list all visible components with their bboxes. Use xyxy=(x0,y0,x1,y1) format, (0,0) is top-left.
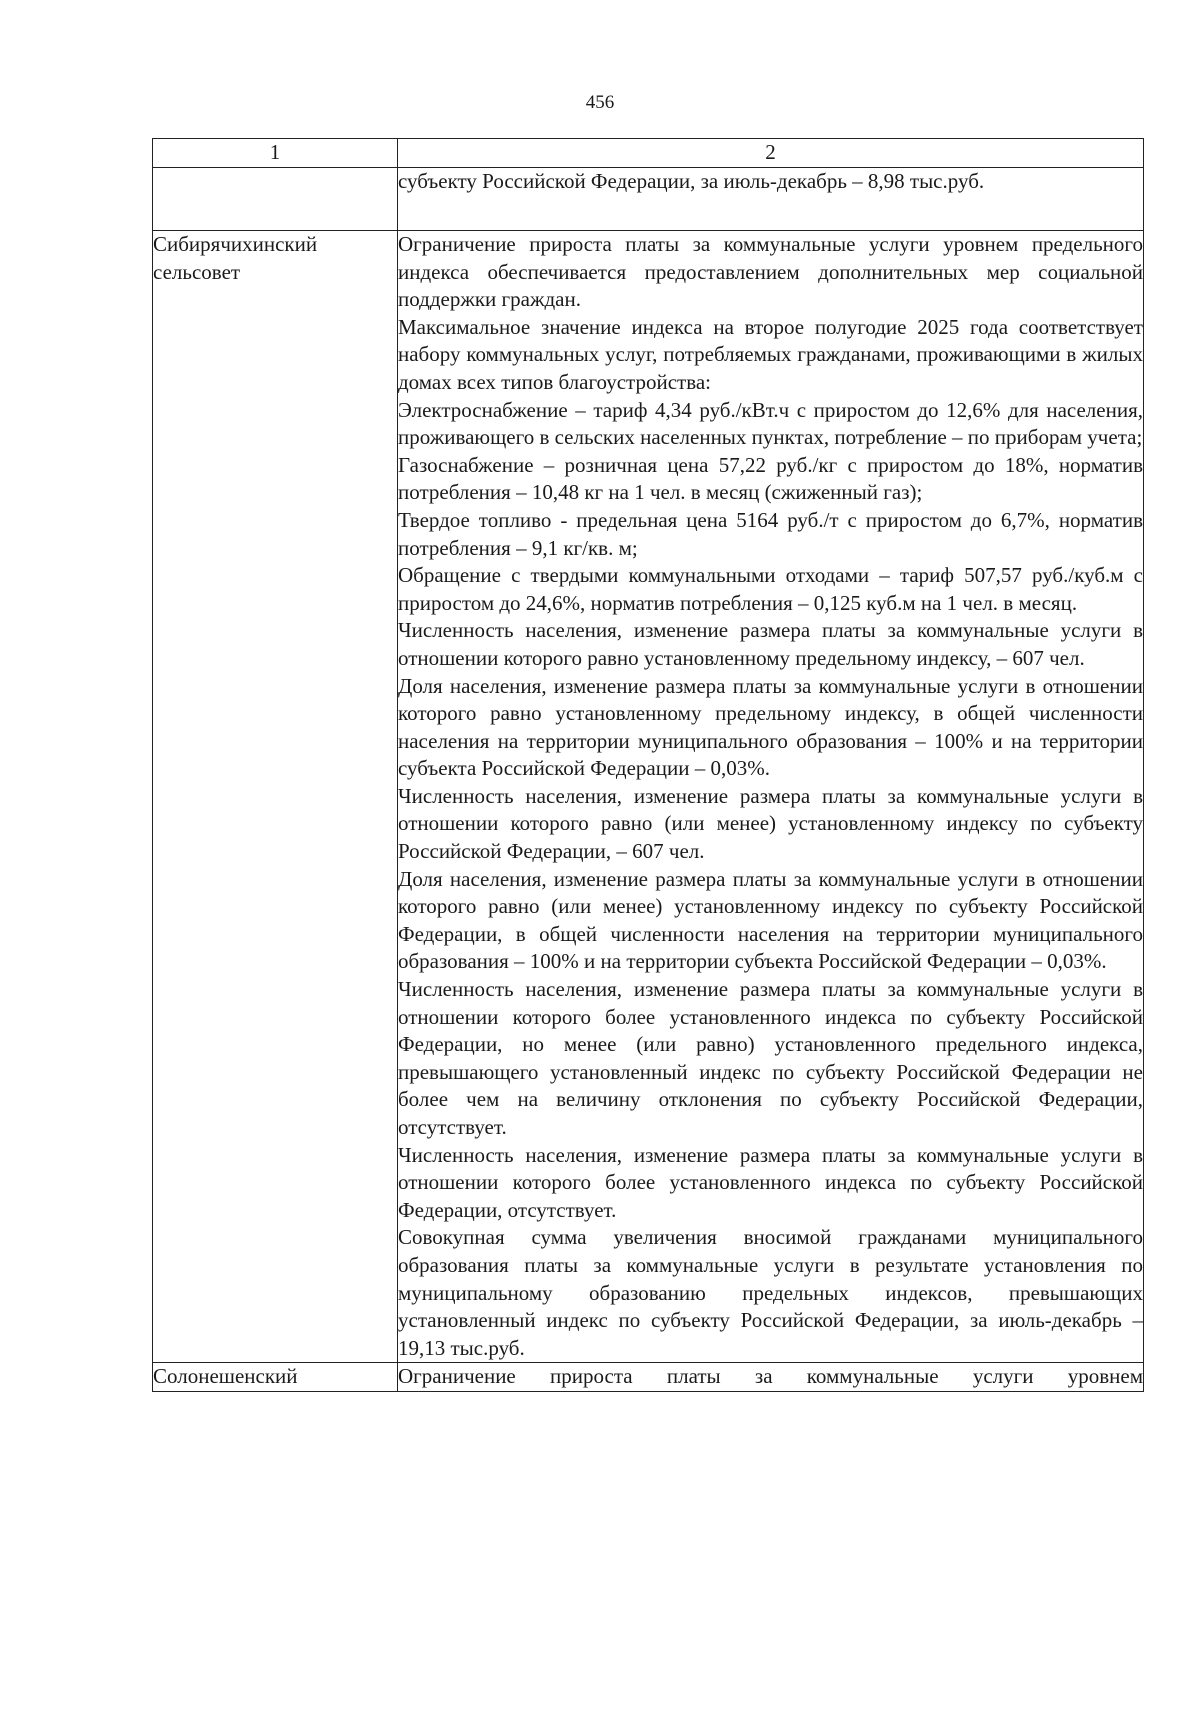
table-row-soloneshensky xyxy=(153,1363,1144,1392)
description-paragraph: Численность населения, изменение размера платы за коммунальные услуги в отношении которого равно установленному предельному индексу, – 607 чел. xyxy=(398,618,1143,670)
description-paragraph: Доля населения, изменение размера платы за коммунальные услуги в отношении которого равно (или менее) установленному индексу по субъекту Российской Федерации, в общей численности населения на территории муниципального образования – 100% и на территории субъекта Российской Федерации – 0,03%. xyxy=(398,866,1143,974)
municipality-name-cell-empty xyxy=(153,168,398,231)
municipality-name: Солонешенский xyxy=(153,1364,298,1389)
municipalities-table xyxy=(152,138,1144,1392)
municipality-type: сельсовет xyxy=(153,259,241,284)
table-row-sibiryachikhinsky xyxy=(153,231,1144,1363)
description-paragraph: Численность населения, изменение размера платы за коммунальные услуги в отношении которого более установленного индекса по субъекту Российской Федерации, но менее (или равно) установленного предельного индекса, превышающего установленный индекс по субъекту Российской Федерации не более чем на величину отклонения по субъекту Российской Федерации, отсутствует. xyxy=(398,977,1143,1139)
description-paragraph: Газоснабжение – розничная цена 57,22 руб./кг с приростом до 18%, норматив потребления – 10,48 кг на 1 чел. в месяц (сжиженный газ); xyxy=(398,452,1143,505)
table-row-continuation xyxy=(153,168,1144,231)
column-header-1: 1 xyxy=(153,139,398,168)
description-paragraph: Максимальное значение индекса на второе полугодие 2025 года соответствует набору коммунальных услуг, потребляемых гражданами, проживающими в жилых домах всех типов благоустройства: xyxy=(398,314,1143,394)
description-paragraph: Доля населения, изменение размера платы за коммунальные услуги в отношении которого равно установленному предельному индексу, в общей численности населения на территории муниципального образования – 100% и на территории субъекта Российской Федерации – 0,03%. xyxy=(398,673,1143,781)
description-paragraph: Электроснабжение – тариф 4,34 руб./кВт.ч с приростом до 12,6% для населения, проживающего в сельских населенных пунктах, потребление – по приборам учета; xyxy=(398,397,1143,450)
column-header-2: 2 xyxy=(398,139,1144,168)
description-paragraph: Ограничение прироста платы за коммунальные услуги уровнем предельного индекса обеспечивается предоставлением дополнительных мер социальной поддержки граждан. xyxy=(398,232,1143,312)
description-paragraph: Численность населения, изменение размера платы за коммунальные услуги в отношении которого равно (или менее) установленному индексу по субъекту Российской Федерации, – 607 чел. xyxy=(398,783,1143,864)
description-cell xyxy=(398,231,1144,1363)
description-paragraph: Ограничение прироста платы за коммунальные услуги уровнем xyxy=(398,1364,1143,1389)
continuation-paragraph: субъекту Российской Федерации, за июль-декабрь – 8,98 тыс.руб. xyxy=(398,169,985,193)
municipality-name-cell xyxy=(153,1363,398,1392)
description-cell xyxy=(398,1363,1144,1392)
municipality-name: Сибирячихинский xyxy=(153,232,318,256)
page-number: 456 xyxy=(585,92,615,113)
description-paragraph: Твердое топливо - предельная цена 5164 руб./т с приростом до 6,7%, норматив потребления – 9,1 кг/кв. м; xyxy=(398,507,1143,560)
description-paragraph: Обращение с твердыми коммунальными отходами – тариф 507,57 руб./куб.м с приростом до 24,6%, норматив потребления – 0,125 куб.м на 1 чел. в месяц. xyxy=(398,563,1143,615)
description-paragraph: Совокупная сумма увеличения вносимой гражданами муниципального образования платы за коммунальные услуги в результате установления по муниципальному образованию предельных индексов, превышающих установленный индекс по субъекту Российской Федерации, за июль-декабрь – 19,13 тыс.руб. xyxy=(398,1225,1143,1360)
table-header-row xyxy=(153,139,1144,168)
municipality-name-cell xyxy=(153,231,398,1363)
description-paragraph: Численность населения, изменение размера платы за коммунальные услуги в отношении которого более установленного индекса по субъекту Российской Федерации, отсутствует. xyxy=(398,1142,1143,1222)
description-cell-continuation xyxy=(398,168,1144,231)
